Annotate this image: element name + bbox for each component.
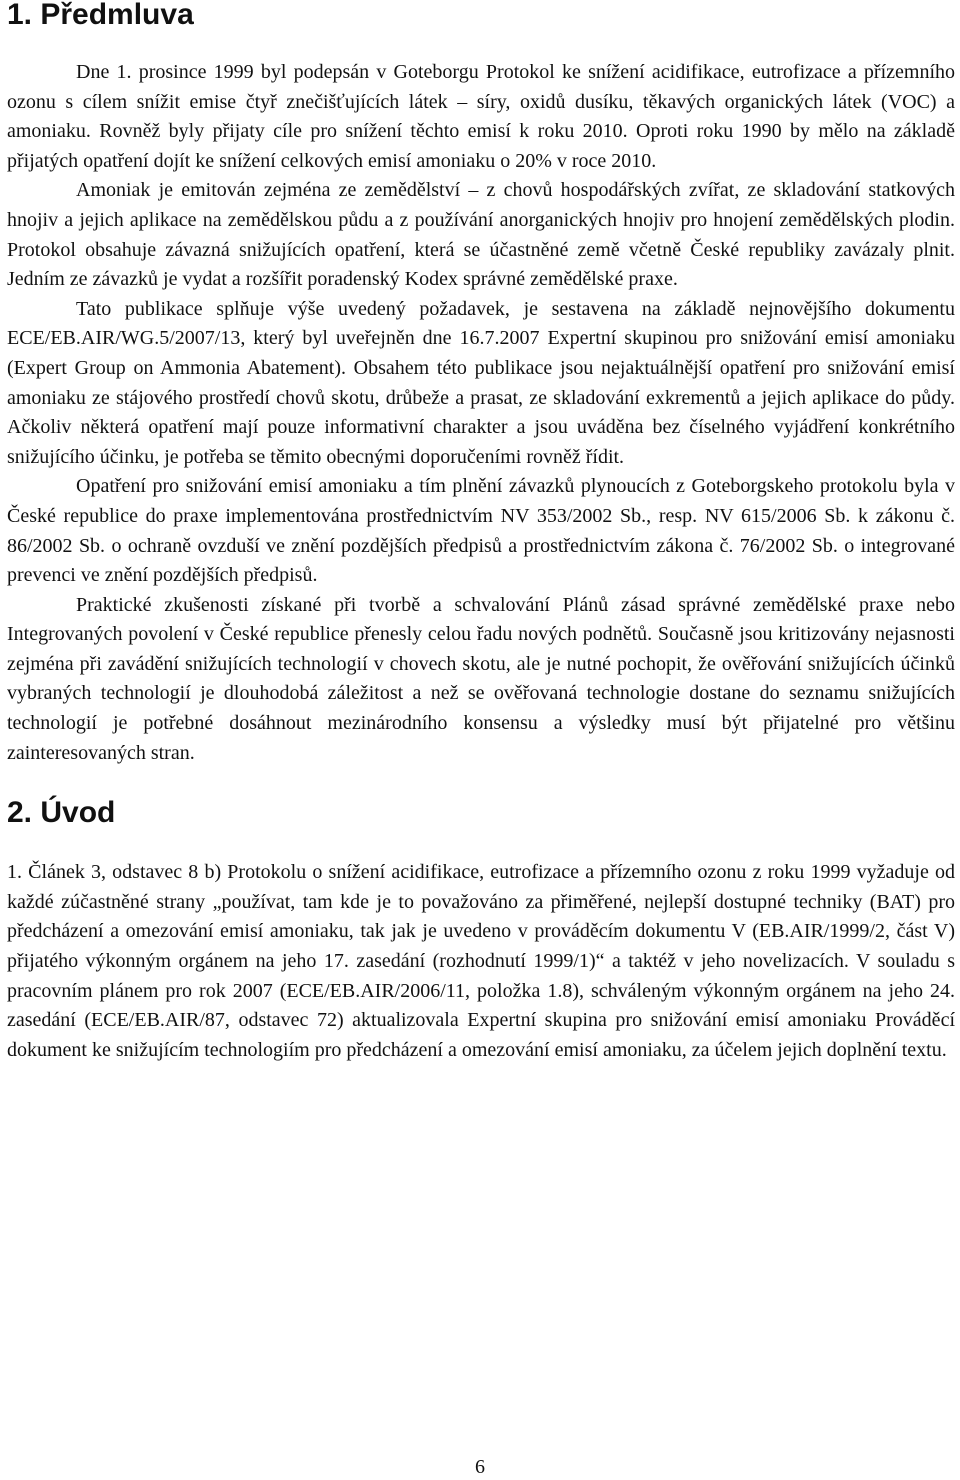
paragraph-4: Opatření pro snižování emisí amoniaku a tím plnění závazků plynoucích z Goteborgskeho protokolu byla v České republice do praxe implementována prostřednictvím NV 353/2002 Sb., resp. NV 615/2006 Sb. k zákonu č. 86/2002 Sb. o ochraně ovzduší ve znění pozdějších předpisů a prostřednictvím zákona č. 76/2002 Sb. o integrované prevenci ve znění pozdějších předpisů. [7, 475, 955, 587]
paragraph-5: Praktické zkušenosti získané při tvorbě a schvalování Plánů zásad správné zemědělské praxe nebo Integrovaných povolení v České republice přenesly celou řadu nových podnětů. Současně jsou kritizovány nejasnosti zejména při zavádění snižujících technologií v chovech skotu, ale je nutné pochopit, že ověřování snižujících účinků vybraných technologií je dlouhodobá záležitost a než se ověřovaná technologie dostane do seznamu snižujících technologií je potřebné dosáhnout mezinárodního konsensu a výsledky musí být přijatelné pro většinu zainteresovaných stran. [7, 593, 955, 764]
paragraph-3: Tato publikace splňuje výše uvedený požadavek, je sestavena na základě nejnovějšího dokumentu ECE/EB.AIR/WG.5/2007/13, který byl uveřejněn dne 16.7.2007 Expertní skupinou pro snižování emisí amoniaku (Expert Group on Ammonia Abatement). Obsahem této publikace jsou nejaktuálnější opatření pro snižování emisí amoniaku ze stájového prostředí chovů skotu, drůbeže a prasat, ze skladování exkrementů a jejich aplikace do půdy. Ačkoliv některá opatření mají pouze informativní charakter a jsou uváděna bez číselného vyjádření konkrétního snižujícího účinku, je potřeba se těmito obecnými doporučeními rovněž řídit. [7, 297, 955, 468]
paragraph-1: Dne 1. prosince 1999 byl podepsán v Goteborgu Protokol ke snížení acidifikace, eutrofizace a přízemního ozonu s cílem snížit emise čtyř znečišťujících látek – síry, oxidů dusíku, těkavých organických látek (VOC) a amoniaku. Rovněž byly přijaty cíle pro snížení těchto emisí k roku 2010. Oproti roku 1990 by mělo na základě přijatých opatření dojít ke snížení celkových emisí amoniaku o 20% v roce 2010. [7, 61, 955, 172]
section-heading-uvod: 2. Úvod [7, 796, 116, 830]
document-page [7, 0, 955, 1065]
section-heading-predmluva: 1. Předmluva [7, 0, 194, 31]
paragraph-uvod-1: 1. Článek 3, odstavec 8 b) Protokolu o snížení acidifikace, eutrofizace a přízemního ozonu z roku 1999 vyžaduje od každé zúčastněné strany „používat, tam kde je to považováno za přiměřené, nejlepší dostupné techniky (BAT) pro předcházení a omezování emisí amoniaku, tak jak je uvedeno v prováděcím dokumentu V (EB.AIR/1999/2, část V) přijatého výkonným orgánem na jeho 17. zasedání (rozhodnutí 1999/1)“ a taktéž v jeho novelizacích. V souladu s pracovním plánem pro rok 2007 (ECE/EB.AIR/2006/11, položka 1.8), schváleným výkonným orgánem na jeho 24. zasedání (ECE/EB.AIR/87, odstavec 72) aktualizovala Expertní skupina pro snižování emisí amoniaku Prováděcí dokument ke snižujícím technologiím pro předcházení a omezování emisí amoniaku, za účelem jejich doplnění textu. [7, 861, 955, 1061]
paragraph-2: Amoniak je emitován zejména ze zemědělství – z chovů hospodářských zvířat, ze skladování statkových hnojiv a jejich aplikace na zemědělskou půdu a z používání anorganických hnojiv pro hnojení zemědělských plodin. Protokol obsahuje závazná snižujících opatření, která se účastněné země včetně České republiky zavázaly plnit. Jedním ze závazků je vydat a rozšířit poradenský Kodex správné zemědělské praxe. [7, 179, 955, 291]
page-number: 6 [475, 1456, 485, 1478]
